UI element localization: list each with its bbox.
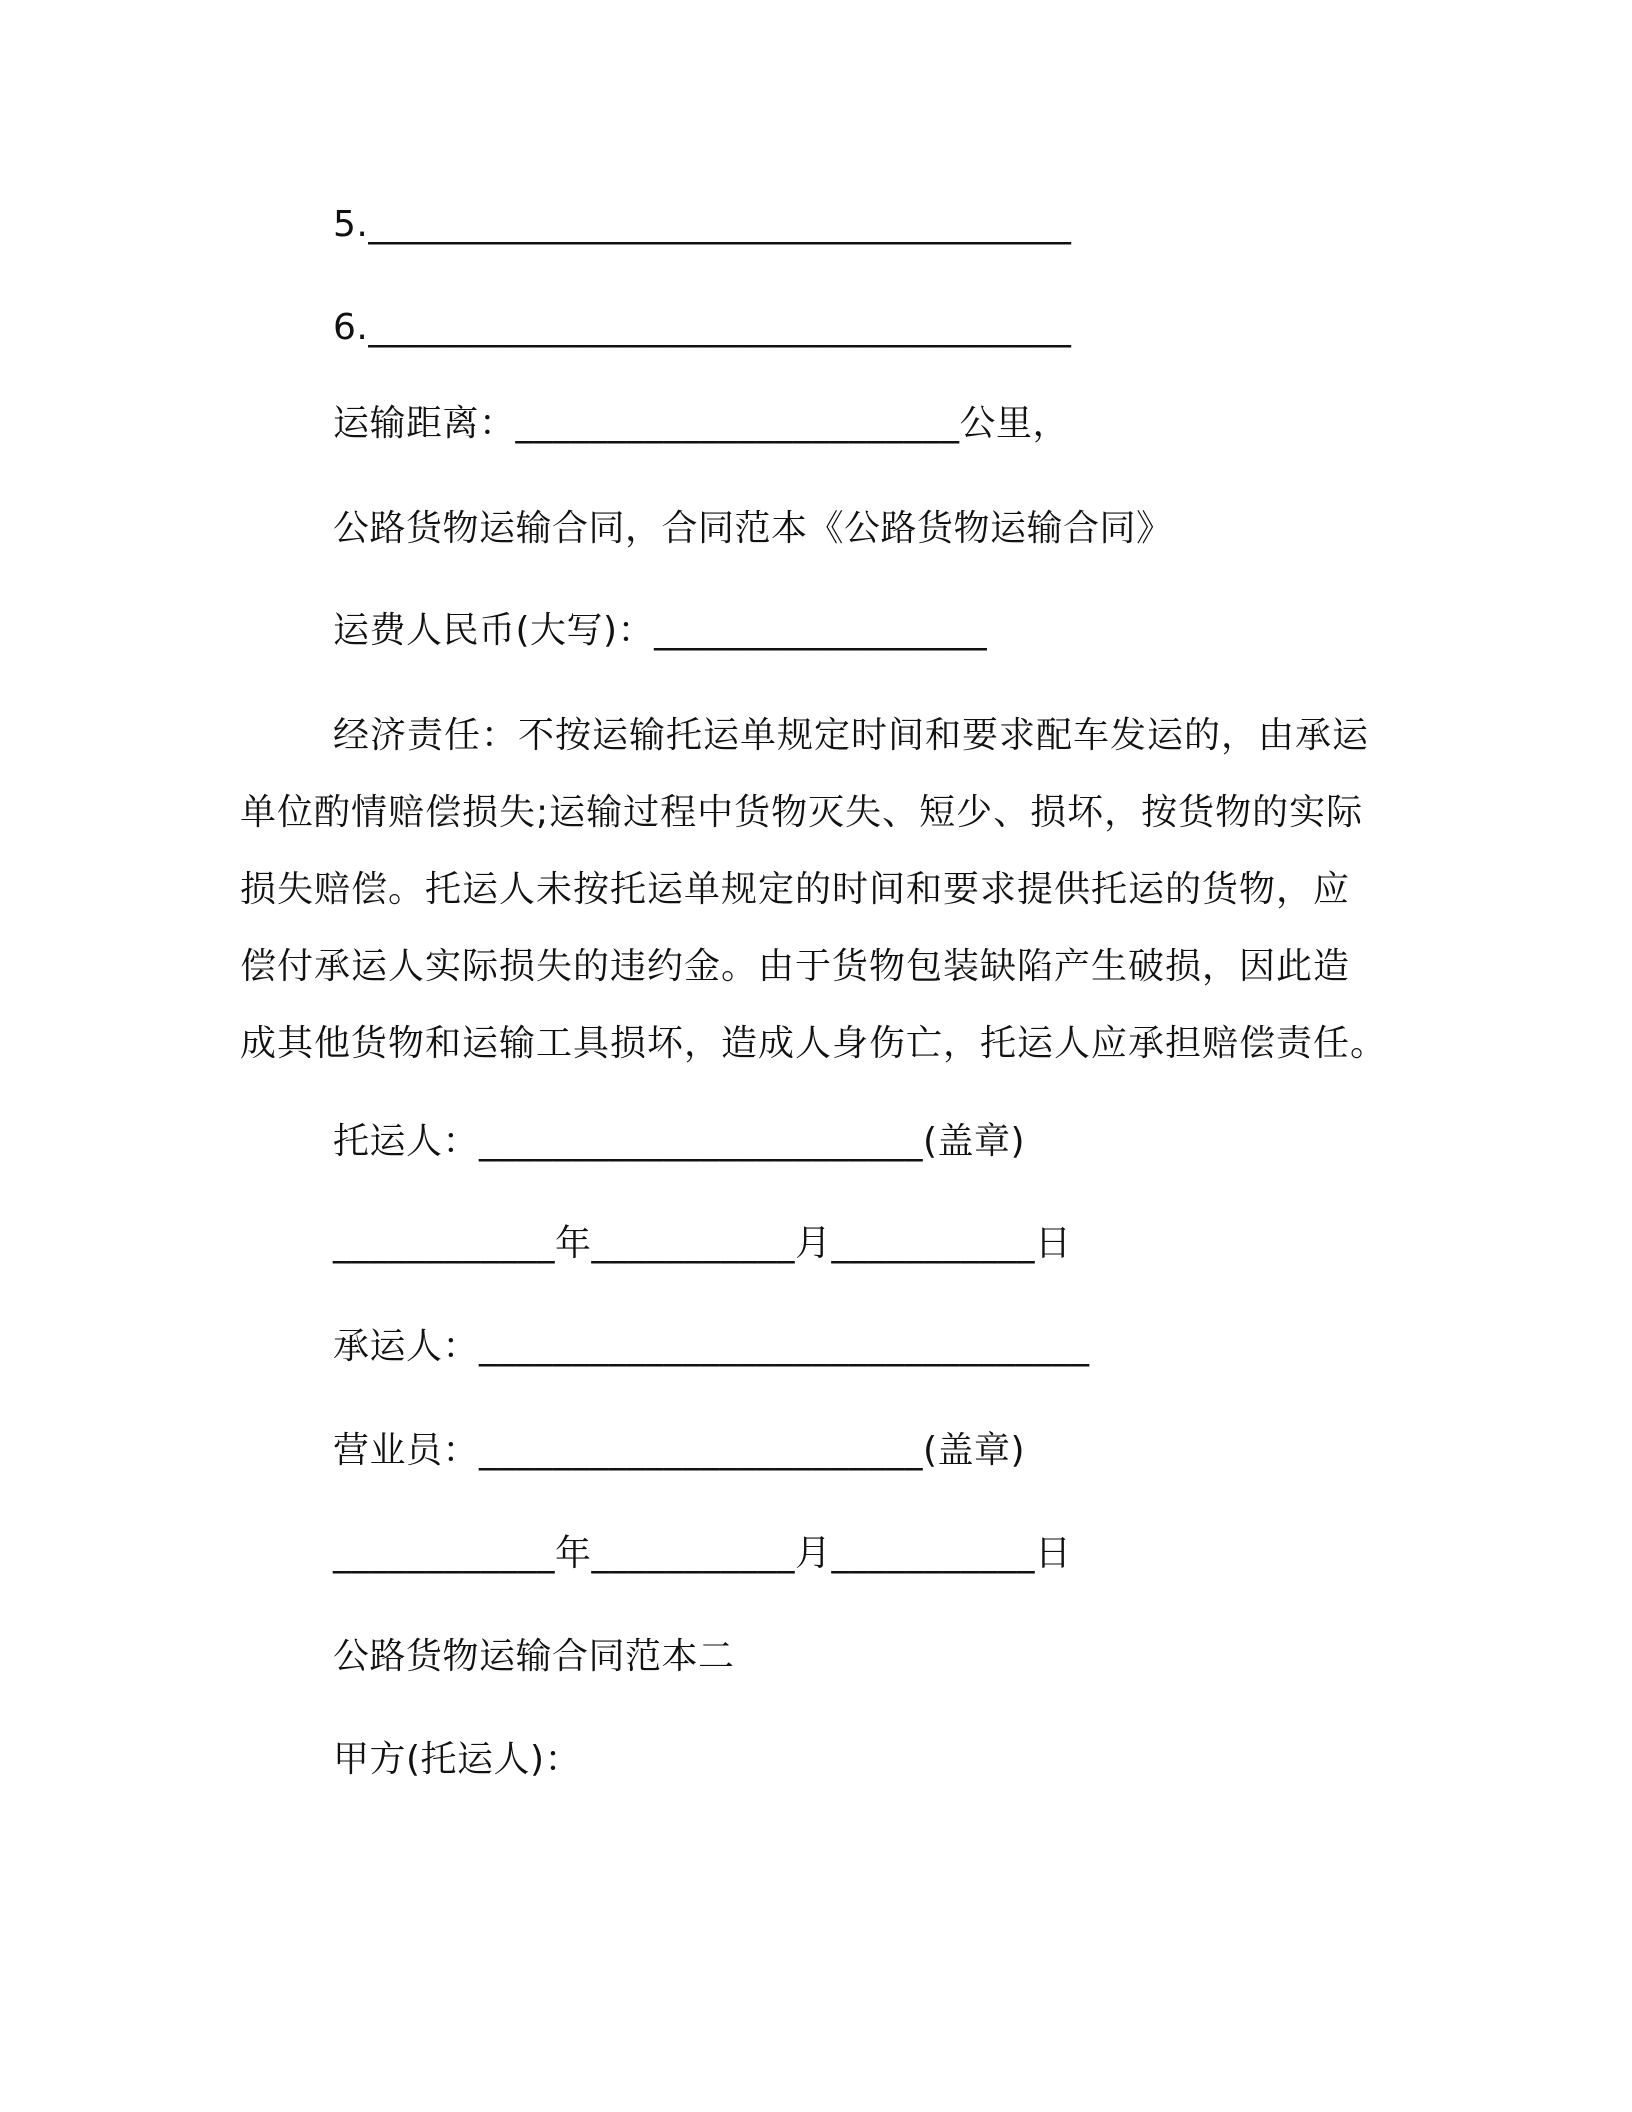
freight-amount-line: 运费人民币(大写)：__________________ [333,610,988,651]
clerk-signature-line: 营业员：________________________(盖章) [333,1430,1026,1471]
shipper-date-line: ____________年___________月___________日 [333,1223,1072,1264]
liability-line-3: 损失赔偿。托运人未按托运单规定的时间和要求提供托运的货物，应 [240,869,1351,910]
liability-line-2: 单位酌情赔偿损失;运输过程中货物灭失、短少、损坏，按货物的实际 [240,792,1364,833]
liability-paragraph [240,697,1400,1082]
liability-line-4: 偿付承运人实际损失的违约金。由于货物包装缺陷产生破损，因此造 [240,946,1351,987]
contract-title-reference: 公路货物运输合同，合同范本《公路货物运输合同》 [333,508,1173,549]
transport-distance-line: 运输距离：________________________公里， [333,403,1070,444]
liability-line-5: 成其他货物和运输工具损坏，造成人身伤亡，托运人应承担赔偿责任。 [240,1023,1388,1064]
item-6-line: 6.______________________________________ [333,307,1072,348]
item-5-line: 5.______________________________________ [333,204,1072,245]
liability-line-1: 经济责任：不按运输托运单规定时间和要求配车发运的，由承运 [333,715,1370,756]
section-2-title: 公路货物运输合同范本二 [333,1636,735,1677]
carrier-date-line: ____________年___________月___________日 [333,1533,1072,1574]
party-a-label: 甲方(托运人)： [333,1739,582,1780]
carrier-signature-line: 承运人：_________________________________ [333,1326,1090,1367]
shipper-signature-line: 托运人：________________________(盖章) [333,1121,1026,1162]
